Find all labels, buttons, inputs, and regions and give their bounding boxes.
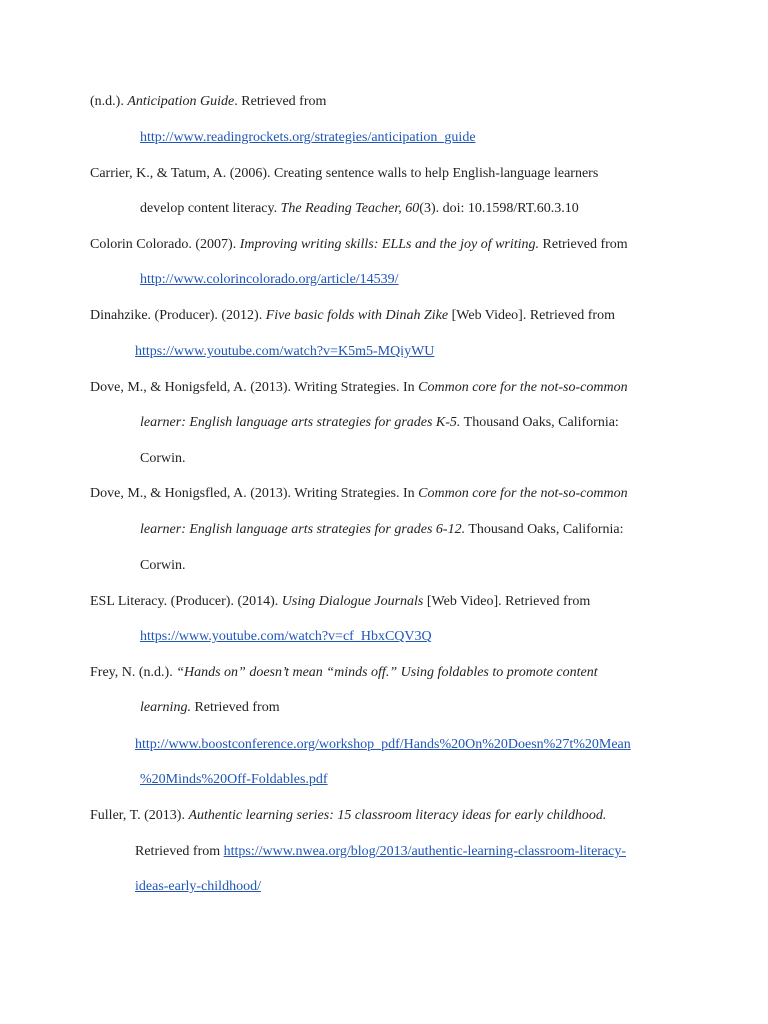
reference-title-text: Anticipation Guide xyxy=(127,94,235,109)
reference-text: Colorin Colorado. (2007). xyxy=(90,237,240,252)
reference-title-text: Using Dialogue Journals xyxy=(281,594,424,609)
reference-text: Dinahzike. (Producer). (2012). xyxy=(90,308,266,323)
reference-url-line xyxy=(140,627,432,647)
reference-line xyxy=(90,484,628,504)
reference-line xyxy=(140,520,624,540)
reference-text: [Web Video]. Retrieved from xyxy=(448,308,615,323)
reference-title-text: The Reading Teacher, 60 xyxy=(280,201,420,216)
reference-text: [Web Video]. Retrieved from xyxy=(423,594,591,609)
reference-text: Corwin. xyxy=(140,558,186,573)
reference-text: Corwin. xyxy=(140,451,186,466)
reference-url-line xyxy=(140,770,328,790)
reference-link[interactable]: https://www.nwea.org/blog/2013/authentic-learning-classroom-literacy- xyxy=(223,844,627,859)
reference-text: (n.d.). xyxy=(90,94,128,109)
reference-line xyxy=(90,164,598,184)
reference-line xyxy=(90,663,598,683)
reference-title-text: learning. xyxy=(140,700,191,715)
reference-link[interactable]: http://www.boostconference.org/workshop_pdf/Hands%20On%20Doesn%27t%20Mean xyxy=(135,737,631,752)
reference-text: Dove, M., & Honigsfled, A. (2013). Writing Strategies. In xyxy=(90,486,419,501)
reference-text: (3). doi: 10.1598/RT.60.3.10 xyxy=(419,201,579,216)
reference-line xyxy=(90,592,590,612)
reference-title-text: Common core for the not-so-common xyxy=(418,486,628,501)
reference-line xyxy=(90,806,606,826)
reference-line xyxy=(90,306,615,326)
reference-title-text: Improving writing skills: ELLs and the joy of writing. xyxy=(239,237,540,252)
reference-title-text: learner: English language arts strategies for grades K-5. xyxy=(140,415,461,430)
reference-title-text: “Hands on” doesn’t mean “minds off.” Using foldables to promote content xyxy=(176,665,598,680)
reference-text: Frey, N. (n.d.). xyxy=(90,665,177,680)
reference-text: Thousand Oaks, California: xyxy=(465,522,624,537)
reference-title-text: Five basic folds with Dinah Zike xyxy=(265,308,449,323)
reference-text: Retrieved from xyxy=(539,237,628,252)
reference-line xyxy=(90,378,628,398)
reference-text: ESL Literacy. (Producer). (2014). xyxy=(90,594,282,609)
reference-text: develop content literacy. xyxy=(140,201,281,216)
reference-line xyxy=(90,235,628,255)
reference-link[interactable]: https://www.youtube.com/watch?v=K5m5-MQiyWU xyxy=(135,344,435,359)
reference-line xyxy=(140,199,579,219)
reference-text: . Retrieved from xyxy=(234,94,327,109)
reference-line xyxy=(140,413,619,433)
reference-link[interactable]: http://www.readingrockets.org/strategies/anticipation_guide xyxy=(140,130,476,145)
reference-link[interactable]: https://www.youtube.com/watch?v=cf_HbxCQV3Q xyxy=(140,629,432,644)
reference-title-text: learner: English language arts strategies for grades 6-12. xyxy=(140,522,466,537)
reference-line xyxy=(140,698,280,718)
reference-url-line xyxy=(135,735,631,755)
reference-text: Retrieved from xyxy=(190,700,280,715)
reference-line xyxy=(135,842,626,862)
reference-link[interactable]: http://www.colorincolorado.org/article/14539/ xyxy=(140,272,399,287)
reference-link[interactable]: %20Minds%20Off-Foldables.pdf xyxy=(140,772,328,787)
reference-link[interactable]: ideas-early-childhood/ xyxy=(135,879,261,894)
reference-url-line xyxy=(140,270,399,290)
reference-title-text: Authentic learning series: 15 classroom literacy ideas for early childhood. xyxy=(188,808,607,823)
reference-text: Fuller, T. (2013). xyxy=(90,808,189,823)
reference-url-line xyxy=(140,128,476,148)
reference-text: Carrier, K., & Tatum, A. (2006). Creating sentence walls to help English-language learners xyxy=(90,166,599,181)
reference-url-line xyxy=(135,877,261,897)
reference-line xyxy=(90,92,326,112)
reference-title-text: Common core for the not-so-common xyxy=(418,380,628,395)
reference-url-line xyxy=(135,342,434,362)
reference-text: Thousand Oaks, California: xyxy=(460,415,619,430)
reference-line xyxy=(140,556,186,576)
reference-text: Retrieved from xyxy=(135,844,224,859)
reference-text: Dove, M., & Honigsfeld, A. (2013). Writing Strategies. In xyxy=(90,380,419,395)
reference-line xyxy=(140,449,186,469)
